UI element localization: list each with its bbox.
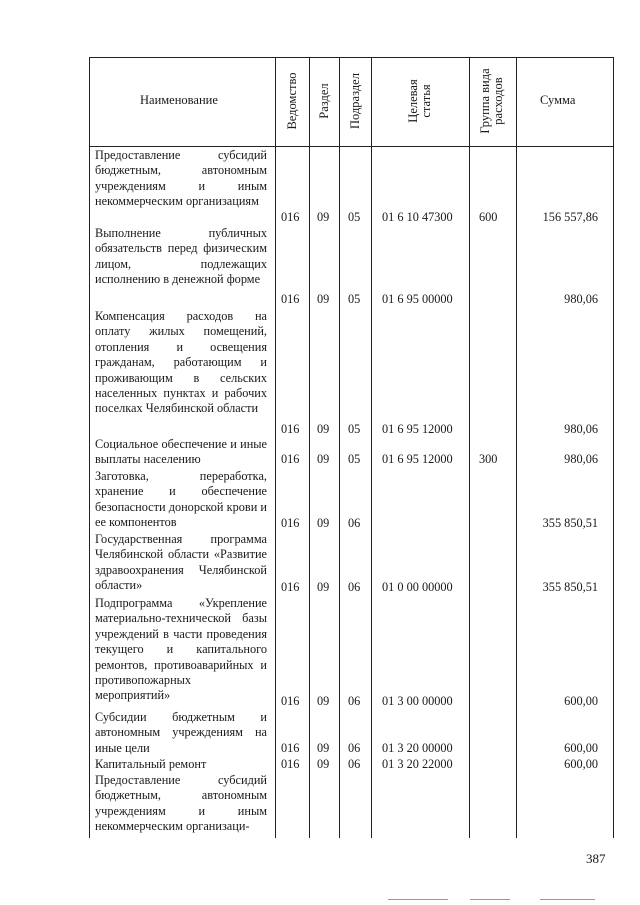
cell-razdel: 09 (317, 694, 330, 708)
cell-celevaya: 01 6 95 12000 (382, 422, 453, 436)
cell-summa: 600,00 (564, 757, 598, 771)
header-podrazdel: Подраздел (347, 73, 362, 129)
cell-celevaya: 01 3 00 00000 (382, 694, 453, 708)
header-name: Наименование (140, 93, 218, 107)
header-summa: Сумма (540, 93, 576, 107)
cell-summa: 980,06 (564, 292, 598, 306)
cell-vedomstvo: 016 (281, 694, 300, 708)
cell-summa: 156 557,86 (542, 210, 598, 224)
table-top-border (89, 57, 614, 58)
cell-podrazdel: 05 (348, 452, 361, 466)
header-celevaya-statya: Целевая статья (406, 79, 433, 123)
col-border (371, 57, 372, 838)
cell-summa: 600,00 (564, 694, 598, 708)
cell-razdel: 09 (317, 452, 330, 466)
table-row-name: Заготовка, переработка, хранение и обеспечение безопасности донорской крови и ее компонентов (95, 469, 267, 530)
cell-razdel: 09 (317, 516, 330, 530)
cell-podrazdel: 06 (348, 516, 361, 530)
page-number: 387 (586, 851, 606, 866)
cell-podrazdel: 05 (348, 422, 361, 436)
cell-podrazdel: 06 (348, 757, 361, 771)
cell-vedomstvo: 016 (281, 210, 300, 224)
cell-podrazdel: 06 (348, 694, 361, 708)
cell-razdel: 09 (317, 757, 330, 771)
cell-celevaya: 01 3 20 22000 (382, 757, 453, 771)
table-header-border (89, 146, 614, 147)
col-border (275, 57, 276, 838)
cell-gruppa: 300 (479, 452, 498, 466)
cell-vedomstvo: 016 (281, 452, 300, 466)
cell-summa: 980,06 (564, 452, 598, 466)
col-border (613, 57, 614, 838)
table-row-name: Подпрограмма «Укрепление материально-технической базы учреждений в части проведения текущего и капитального ремонтов, противоаварийных и противопожарных мероприятий» (95, 596, 267, 703)
cell-vedomstvo: 016 (281, 741, 300, 755)
cell-razdel: 09 (317, 292, 330, 306)
cell-celevaya: 01 6 95 12000 (382, 452, 453, 466)
table-row-name: Выполнение публичных обязательств перед физическим лицом, подлежащих исполнению в денежной форме (95, 226, 267, 287)
cell-podrazdel: 05 (348, 210, 361, 224)
header-vedomstvo: Ведомство (284, 72, 299, 130)
table-row-name: Предоставление субсидий бюджетным, автономным учреждениям и иным некоммерческим организаци- (95, 773, 267, 834)
cell-razdel: 09 (317, 210, 330, 224)
header-gruppa-vida-rashodov: Группа вида расходов (478, 68, 505, 134)
cell-vedomstvo: 016 (281, 292, 300, 306)
col-border (516, 57, 517, 838)
cell-razdel: 09 (317, 580, 330, 594)
cell-vedomstvo: 016 (281, 516, 300, 530)
cell-celevaya: 01 3 20 00000 (382, 741, 453, 755)
cell-razdel: 09 (317, 422, 330, 436)
cell-gruppa: 600 (479, 210, 498, 224)
table-row-name: Государственная программа Челябинской области «Развитие здравоохранения Челябинской области» (95, 532, 267, 593)
col-border (309, 57, 310, 838)
scan-artifact (470, 899, 510, 900)
col-border (89, 57, 90, 838)
cell-podrazdel: 05 (348, 292, 361, 306)
table-row-name: Предоставление субсидий бюджетным, автономным учреждениям и иным некоммерческим организациям (95, 148, 267, 209)
cell-vedomstvo: 016 (281, 757, 300, 771)
cell-podrazdel: 06 (348, 580, 361, 594)
table-row-name: Капитальный ремонт (95, 757, 207, 771)
cell-summa: 355 850,51 (542, 580, 598, 594)
col-border (339, 57, 340, 838)
cell-celevaya: 01 0 00 00000 (382, 580, 453, 594)
cell-podrazdel: 06 (348, 741, 361, 755)
cell-celevaya: 01 6 10 47300 (382, 210, 453, 224)
header-razdel: Раздел (316, 83, 331, 119)
scan-artifact (388, 899, 448, 900)
cell-vedomstvo: 016 (281, 580, 300, 594)
col-border (469, 57, 470, 838)
cell-vedomstvo: 016 (281, 422, 300, 436)
cell-summa: 355 850,51 (542, 516, 598, 530)
table-row-name: Социальное обеспечение и иные выплаты населению (95, 437, 267, 467)
cell-razdel: 09 (317, 741, 330, 755)
table-row-name: Компенсация расходов на оплату жилых помещений, отопления и освещения гражданам, работающим и проживающим в сельских населенных пунктах и рабочих поселках Челябинской области (95, 309, 267, 416)
table-row-name: Субсидии бюджетным и автономным учреждениям на иные цели (95, 710, 267, 755)
cell-celevaya: 01 6 95 00000 (382, 292, 453, 306)
cell-summa: 600,00 (564, 741, 598, 755)
cell-summa: 980,06 (564, 422, 598, 436)
scan-artifact (540, 899, 595, 900)
